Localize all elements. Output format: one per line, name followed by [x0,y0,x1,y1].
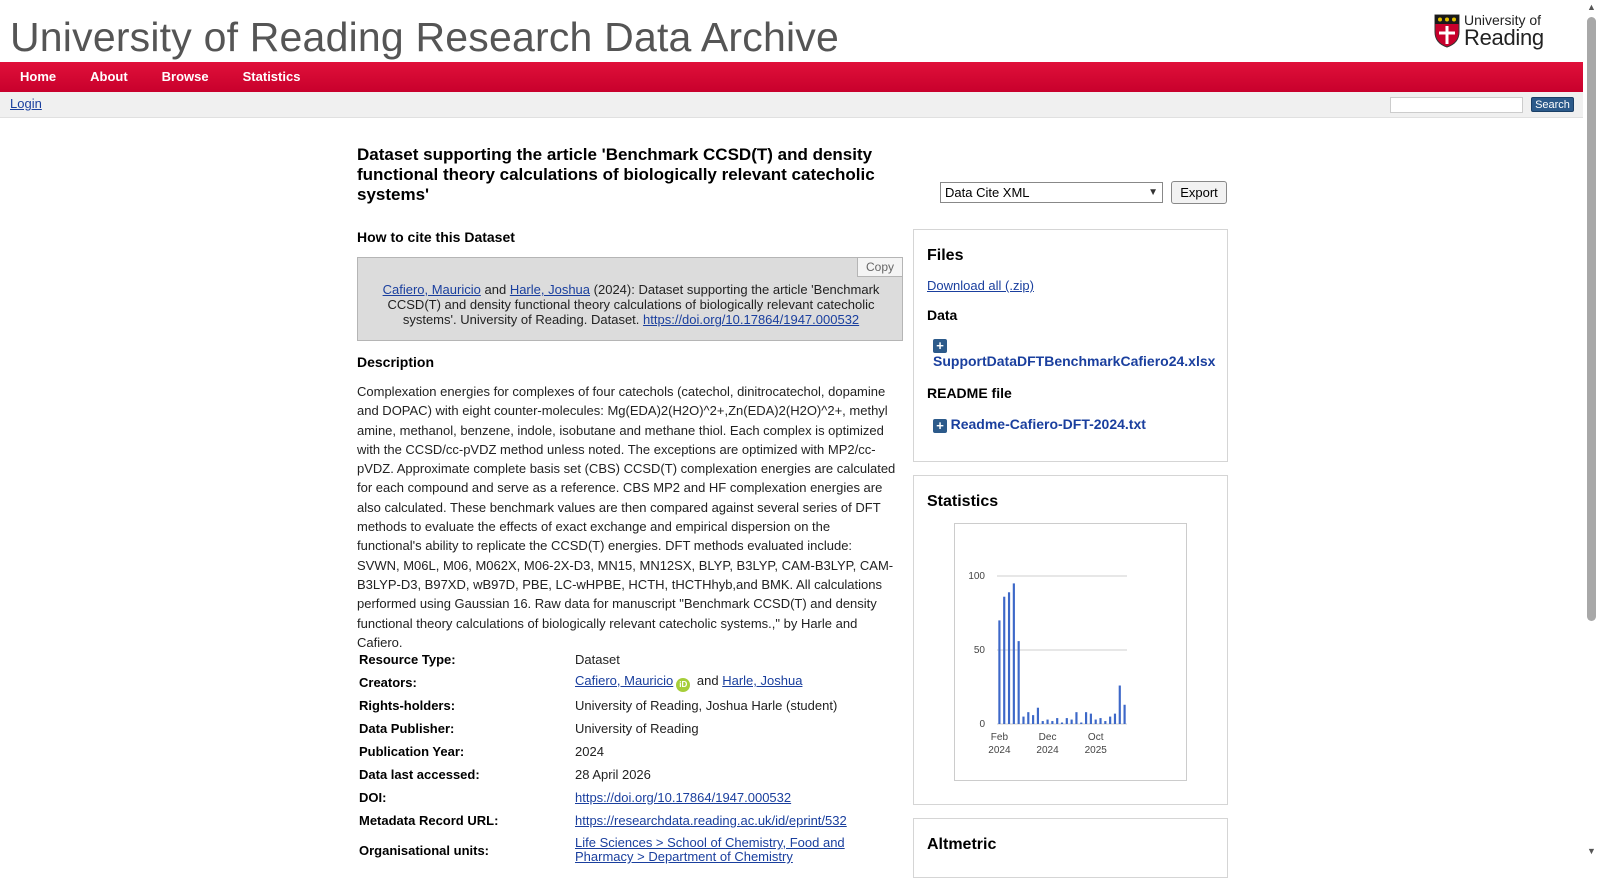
table-row [357,717,902,740]
statistics-heading: Statistics [927,493,999,510]
meta-value: 2024 [575,744,604,759]
page-title: Dataset supporting the article 'Benchmark CCSD(T) and density functional theory calculations of biologically relevant catecholic systems' [357,145,875,204]
chart-y-tick-label: 100 [968,571,985,582]
table-row [357,694,902,717]
chart-bar [1119,686,1121,724]
creator-link[interactable]: Cafiero, Mauricio [575,673,674,688]
logo-wordmark [1464,12,1544,50]
crest-icon [1434,14,1460,48]
citation-box [357,257,903,341]
citation-doi-link[interactable]: https://doi.org/10.17864/1947.000532 [643,312,860,327]
statistics-panel [913,475,1228,805]
meta-value: 28 April 2026 [575,767,651,782]
meta-value [575,809,902,832]
citation-author-link[interactable]: Harle, Joshua [509,282,591,297]
meta-value [575,832,902,868]
masthead [0,0,1583,62]
meta-label: Creators: [359,675,417,690]
chart-x-tick-label: 2025 [1084,745,1107,756]
description-text: Complexation energies for complexes of four catechols (catechol, dinitrocatechol, dopamine and DOPAC) with eight counter-molecules: Mg(EDA)2(H2O)^2+,Zn(EDA)2(H2O)^2+, methyl amine, methanol, benzene, indole, isobutane and methane thiol. Each complex is optimized with the CCSD/cc-pVDZ method unless noted. The exceptions are optimized with MP2/cc-pVDZ. Approximate complete basis set (CBS) CCSD(T) complexation energies are calculated for each compound and serve as a reference. CBS MP2 and HF complexation energies are also calculated. These benchmark values are then compared against several series of DFT methods to evaluate the effects of exact exchange and empirical dispersion on the functional's ability to replicate the CCSD(T) energies. DFT methods evaluated include: SVWN, M06L, M06, M062X, M06-2X-D3, MN15, MN12SX, BLYP, B3LYP, CAM-B3LYP, CAM-B3LYP-D3, B97XD, wB97D, PBE, LC-wHPBE, HCTH, tHCTHhyb,and BMK. All calculations performed using Gaussian 16. Raw data for manuscript "Benchmark CCSD(T) and density functional theory calculations of biologically relevant catecholic systems.," by Harle and Cafiero. [357,384,896,650]
chart-bar [1095,720,1097,724]
university-logo[interactable] [1434,12,1554,50]
meta-label: DOI: [359,790,387,805]
chart-y-tick-label: 0 [979,719,985,730]
chart-bar [1018,641,1020,724]
meta-label: Metadata Record URL: [359,813,499,828]
chart-bar [1056,718,1058,724]
description-heading: Description [357,354,435,370]
chart-bar [1008,592,1010,724]
logo-line1: University of [1464,12,1542,28]
chart-bar [1114,714,1116,724]
meta-label: Data Publisher: [359,721,455,736]
expand-plus-icon[interactable]: + [933,419,947,433]
export-button[interactable]: Export [1171,181,1227,204]
chart-x-tick-label: Dec [1038,732,1057,743]
chart-x-tick-label: 2024 [988,745,1011,756]
chevron-down-icon: ▼ [1148,187,1158,198]
chart-bar [1027,712,1029,724]
logo-line2: Reading [1464,25,1544,50]
record-url-link[interactable]: https://researchdata.reading.ac.uk/id/eprint/532 [575,813,847,828]
citation-text [378,282,884,327]
chart-bar [1037,708,1039,724]
scroll-down-icon[interactable]: ▼ [1587,846,1596,856]
chart-bar [1109,717,1111,724]
search-input[interactable] [1390,97,1523,113]
scroll-thumb[interactable] [1587,17,1596,621]
chart-bar [1051,721,1053,724]
meta-label: Rights-holders: [359,698,456,713]
nav-browse[interactable]: Browse [161,69,209,84]
meta-value: University of Reading, Joshua Harle (student) [575,698,838,713]
creator-link[interactable]: Harle, Joshua [722,673,803,688]
table-row [357,809,902,832]
meta-label: Resource Type: [359,652,456,667]
chart-bar [1022,717,1024,724]
org-unit-line: Pharmacy > Department of Chemistry [575,849,793,864]
orcid-icon[interactable]: iD [676,678,690,692]
chart-bar [1090,714,1092,724]
citation-body: (2024): Dataset supporting the article 'Benchmark CCSD(T) and density functional theory calculations of biologically relevant catecholic systems'. University of Reading. Dataset. [387,282,880,327]
nav-home[interactable]: Home [20,69,57,84]
altmetric-heading: Altmetric [927,836,997,853]
page-scrollbar[interactable] [1583,0,1600,861]
citation-author-link[interactable]: Cafiero, Mauricio [382,282,481,297]
nav-statistics[interactable]: Statistics [242,69,301,84]
export-format-value: Data Cite XML [945,185,1030,200]
table-row [357,763,902,786]
nav-about[interactable]: About [90,69,128,84]
login-link[interactable]: Login [10,96,42,111]
chart-bar [1061,723,1063,724]
org-unit-line: Life Sciences > School of Chemistry, Food and [575,835,845,850]
chart-bar [1032,715,1034,724]
chart-x-tick-label: Oct [1087,732,1104,743]
org-unit-link[interactable] [575,836,902,864]
chart-x-tick-label: Feb [990,732,1009,743]
data-file-link[interactable]: SupportDataDFTBenchmarkCafiero24.xlsx [933,353,1216,369]
main-menu [0,62,1583,92]
search-button[interactable]: Search [1531,97,1574,112]
scroll-up-icon[interactable]: ▲ [1587,2,1596,12]
meta-value [575,786,902,809]
altmetric-panel [913,818,1228,878]
site-title[interactable]: University of Reading Research Data Archive [10,14,839,60]
cite-heading: How to cite this Dataset [357,229,515,245]
expand-plus-icon[interactable]: + [933,339,947,353]
chart-bar [1042,721,1044,724]
user-toolbar [0,92,1583,118]
readme-file-link[interactable]: Readme-Cafiero-DFT-2024.txt [950,416,1146,432]
chart-bar [1085,712,1087,724]
download-all-link[interactable]: Download all (.zip) [927,278,1034,293]
citation-and: and [484,282,507,297]
readme-heading: README file [927,385,1012,401]
meta-value: University of Reading [575,721,699,736]
chart-bar [1071,720,1073,724]
table-row [357,786,902,809]
table-row [357,671,902,694]
downloads-chart [954,523,1187,781]
chart-bar [1003,597,1005,724]
chart-bar [1080,723,1082,724]
chart-bar [998,620,1000,724]
table-row [357,740,902,763]
chart-bar [1124,705,1126,724]
chart-x-tick-label: 2024 [1036,745,1059,756]
chart-bar [1104,721,1106,724]
downloads-chart-svg [955,524,1188,782]
export-format-select[interactable] [940,182,1163,203]
chart-bar [1099,718,1101,724]
data-heading: Data [927,307,958,323]
creator-and: and [696,673,719,688]
table-row [357,832,902,868]
meta-label: Organisational units: [359,842,490,858]
chart-bar [1046,720,1048,724]
table-row [357,648,902,671]
meta-label: Data last accessed: [359,767,480,782]
meta-label: Publication Year: [359,744,465,759]
data-file-item [933,337,1215,369]
chart-y-tick-label: 50 [973,645,985,656]
doi-link[interactable]: https://doi.org/10.17864/1947.000532 [575,790,792,805]
chart-bar [1075,712,1077,724]
chart-bar [1066,718,1068,724]
readme-file-item [933,416,1146,433]
chart-bar [1013,583,1015,724]
copy-citation-button[interactable]: Copy [857,257,903,277]
meta-value: Dataset [575,652,620,667]
files-panel [913,229,1228,462]
files-heading: Files [927,247,964,264]
meta-value [575,671,902,694]
metadata-table [357,648,902,868]
